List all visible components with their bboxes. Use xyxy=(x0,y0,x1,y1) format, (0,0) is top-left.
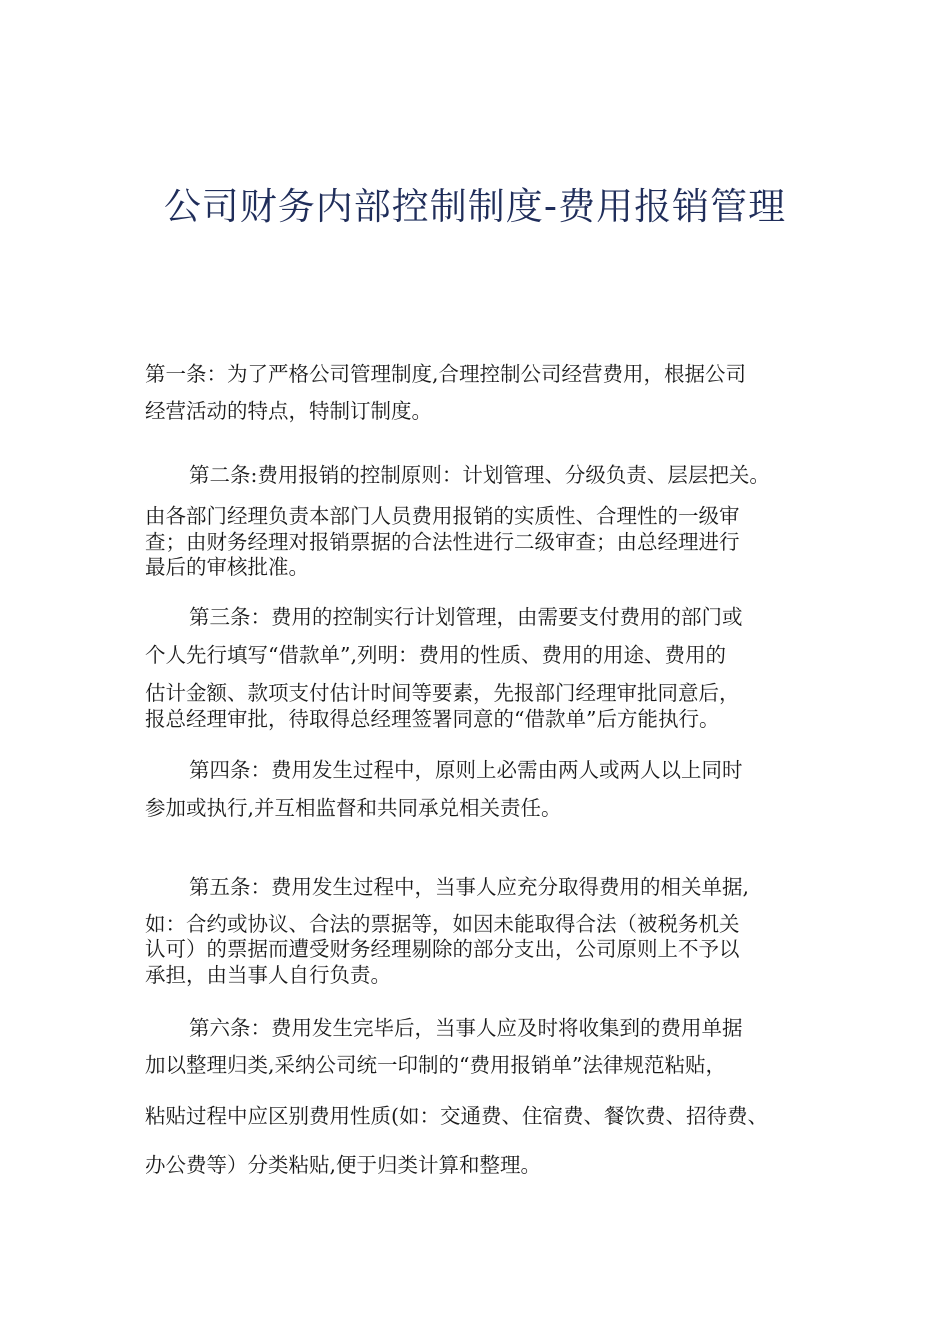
article-6-line-4: 办公费等）分类粘贴,便于归类计算和整理。 xyxy=(145,1153,542,1177)
article-6-line-2: 加以整理归类,采纳公司统一印制的“费用报销单”法律规范粘贴， xyxy=(145,1053,726,1077)
article-5-line-4: 承担，由当事人自行负责。 xyxy=(145,963,391,987)
article-2-line-2: 由各部门经理负责本部门人员费用报销的实质性、合理性的一级审 xyxy=(145,504,740,528)
article-5-line-3: 认可）的票据而遭受财务经理剔除的部分支出，公司原则上不予以 xyxy=(145,937,740,961)
article-1-line-2: 经营活动的特点，特制订制度。 xyxy=(145,399,432,423)
article-3-line-3: 估计金额、款项支付估计时间等要素，先报部门经理审批同意后， xyxy=(145,681,740,705)
article-6-line-1: 第六条：费用发生完毕后，当事人应及时将收集到的费用单据 xyxy=(189,1016,743,1040)
article-2-line-1: 第二条:费用报销的控制原则：计划管理、分级负责、层层把关。 xyxy=(189,463,770,487)
article-4-line-1: 第四条：费用发生过程中，原则上必需由两人或两人以上同时 xyxy=(189,758,743,782)
article-3-line-4: 报总经理审批，待取得总经理签署同意的“借款单”后方能执行。 xyxy=(145,707,720,731)
article-2-line-4: 最后的审核批准。 xyxy=(145,555,309,579)
article-5-line-2: 如：合约或协议、合法的票据等，如因未能取得合法（被税务机关 xyxy=(145,912,740,936)
article-2-line-3: 查；由财务经理对报销票据的合法性进行二级审查；由总经理进行 xyxy=(145,530,740,554)
article-6-line-3: 粘贴过程中应区别费用性质(如：交通费、住宿费、餐饮费、招待费、 xyxy=(145,1104,768,1128)
article-3-line-1: 第三条：费用的控制实行计划管理，由需要支付费用的部门或 xyxy=(189,605,743,629)
article-5-line-1: 第五条：费用发生过程中，当事人应充分取得费用的相关单据, xyxy=(189,875,750,899)
article-1-line-1: 第一条：为了严格公司管理制度,合理控制公司经营费用，根据公司 xyxy=(145,362,747,386)
article-3-line-2: 个人先行填写“借款单”,列明：费用的性质、费用的用途、费用的 xyxy=(145,643,726,667)
document-title: 公司财务内部控制制度-费用报销管理 xyxy=(163,185,787,228)
article-4-line-2: 参加或执行,并互相监督和共同承兑相关责任。 xyxy=(145,796,562,820)
